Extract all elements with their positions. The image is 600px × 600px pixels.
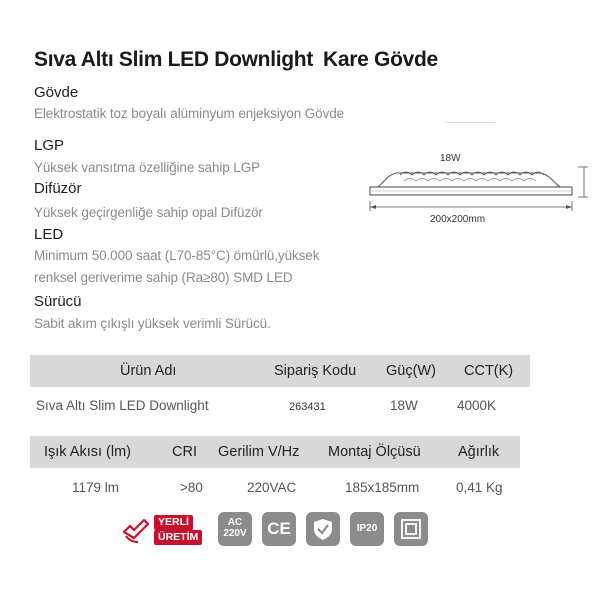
- section-heading-diffuser: Difüzör: [34, 180, 82, 197]
- width-label: 200x200mm: [430, 214, 486, 225]
- table1-cell: Sıva Altı Slim LED Downlight: [36, 398, 209, 413]
- table2-cell: 0,41 Kg: [456, 480, 503, 495]
- yerli-label-2: ÜRETİM: [154, 530, 202, 545]
- class2-badge: [394, 512, 428, 546]
- double-insulation-icon: [394, 512, 428, 546]
- table1-header-cell: Sipariş Kodu: [274, 363, 357, 379]
- section-text-led-1: Minimum 50.000 saat (L70-85°C) ömürlü,yüksek: [34, 248, 320, 263]
- table1-header-cell: Güç(W): [386, 363, 436, 379]
- yerli-label-1: YERLİ: [154, 515, 193, 530]
- section-heading-body: Gövde: [34, 84, 79, 101]
- shield-badge: [306, 512, 340, 546]
- table2-header-cell: CRI: [172, 444, 197, 460]
- table1-cell: 263431: [289, 401, 326, 413]
- voltage-label: 220V: [223, 528, 247, 539]
- section-text-lgp: Yüksek vansıtma özelliğine sahip LGP: [34, 160, 261, 175]
- ac-label: AC: [227, 517, 243, 528]
- table2-header: [30, 436, 520, 468]
- table1-header: [30, 355, 530, 387]
- section-text-body: Elektrostatik toz boyalı alüminyum enjeksiyon Gövde: [34, 106, 345, 121]
- divider: [445, 122, 495, 123]
- shield-check-icon: [306, 512, 340, 546]
- table2-cell: 220VAC: [247, 480, 297, 495]
- table1-header-cell: Ürün Adı: [120, 363, 177, 379]
- table2-header-cell: Gerilim V/Hz: [218, 444, 300, 460]
- table2-cell: 1179 lm: [72, 480, 120, 495]
- table1-header-cell: CCT(K): [464, 363, 514, 379]
- title-suffix: Kare Gövde: [323, 48, 438, 71]
- yerli-uretim-badge: [120, 512, 208, 546]
- ip-label: IP20: [356, 523, 378, 534]
- page-title: [34, 48, 438, 72]
- table2-cell: >80: [180, 480, 203, 495]
- ac-voltage-badge: [218, 512, 252, 546]
- table2-header-cell: Montaj Ölçüsü: [328, 444, 421, 460]
- ce-badge: [262, 512, 296, 546]
- table1-cell: 4000K: [457, 398, 497, 413]
- table2-header-cell: Işık Akısı (lm): [44, 444, 131, 460]
- section-heading-driver: Sürücü: [34, 293, 82, 310]
- ip-rating-badge: [350, 512, 384, 546]
- table2-cell: 185x185mm: [345, 480, 420, 495]
- section-text-driver: Sabit akım çıkışlı yüksek verimli Sürücü.: [34, 316, 271, 331]
- table2-header-cell: Ağırlık: [458, 444, 500, 460]
- title-main: Sıva Altı Slim LED Downlight: [34, 48, 314, 71]
- hand-check-icon: [120, 512, 154, 546]
- section-text-led-2: renksel geriverime sahip (Ra≥80) SMD LED: [34, 270, 293, 285]
- section-heading-lgp: LGP: [34, 137, 65, 154]
- table1-cell: 18W: [390, 398, 418, 413]
- section-text-diffuser: Yüksek geçirgenliğe sahip opal Difüzör: [34, 205, 263, 220]
- product-dimension-drawing: [340, 145, 590, 230]
- ce-label: CE: [267, 519, 291, 538]
- section-heading-led: LED: [34, 226, 64, 243]
- power-label: 18W: [440, 153, 461, 164]
